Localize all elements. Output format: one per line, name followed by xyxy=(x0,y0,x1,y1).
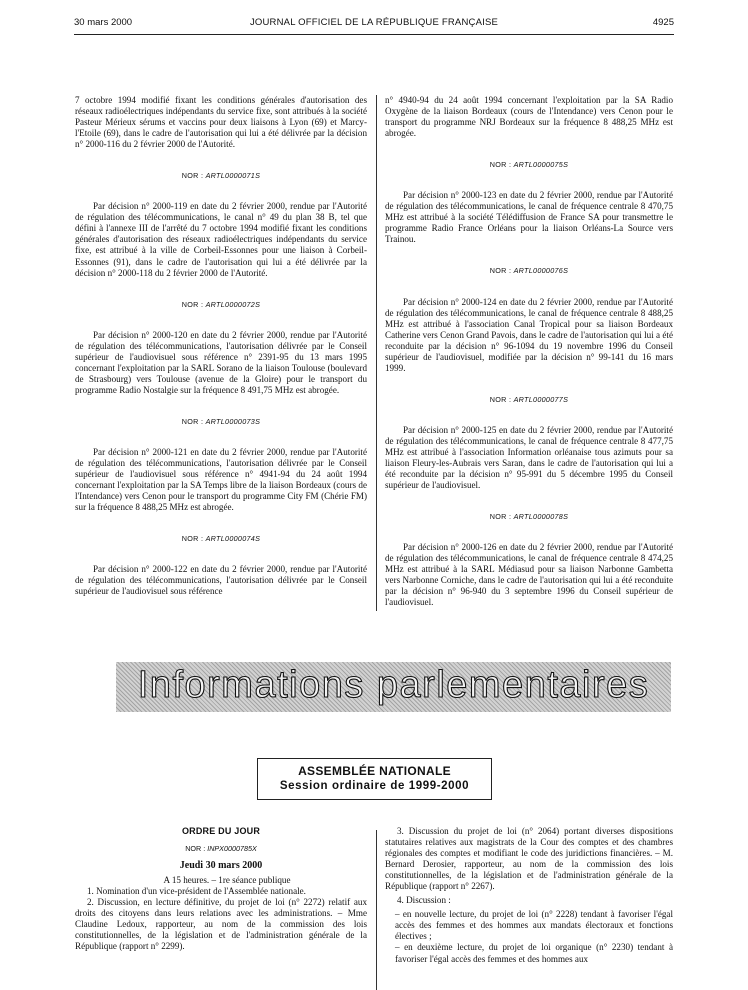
agenda-item: 1. Nomination d'un vice-président de l'Assemblée nationale. xyxy=(87,886,306,897)
page-header xyxy=(74,14,674,30)
nor-reference: NOR : ARTL0000077S xyxy=(489,394,569,404)
header-page-number: 4925 xyxy=(652,17,674,28)
header-journal-title: JOURNAL OFFICIEL DE LA RÉPUBLIQUE FRANÇAISE xyxy=(249,17,499,28)
paragraph: Par décision n° 2000-125 en date du 2 février 2000, rendue par l'Autorité de régulation des télécommunications, le canal de fréquence centrale 8 477,75 MHz est attribué à l'association Information orléanaise tous azimuts pour sa liaison Fleury-les-Aubrais vers Saran, dans le cadre de l'autorisation qui lui a été reconduite par la décision n° 95-991 du 5 décembre 1995 du Conseil supérieur de l'audiovisuel. xyxy=(385,424,673,491)
paragraph: Par décision n° 2000-126 en date du 2 février 2000, rendue par l'Autorité de régulation des télécommunications, le canal de fréquence centrale 8 474,25 MHz est attribué à la SARL Médiasud pour sa liaison Narbonne Gambetta vers Narbonne Corniche, dans le cadre de l'autorisation qui lui a été reconduite par la décision n° 96-940 du 3 septembre 1996 du Conseil supérieur de l'audiovisuel. xyxy=(385,542,673,608)
column-divider xyxy=(376,830,377,990)
nor-reference: NOR : ARTL0000072S xyxy=(181,299,261,309)
paragraph: Par décision n° 2000-119 en date du 2 février 2000, rendue par l'Autorité de régulation des télécommunications, le canal n° 49 du plan 38 B, tel que défini à l'annexe III de l'arrêté du 7 octobre 1994 modifié fixant les conditions générales d'autorisation des réseaux radioélectriques indépendants du service fixe, est attribué à la ville de Corbeil-Essonnes pour une liaison à Corbeil-Essonnes (91), dans le cadre de l'autorisation qui lui a été délivrée par la décision n° 2000-118 du 2 février 2000 de l'Autorité. xyxy=(75,201,367,278)
ordre-du-jour-left-column xyxy=(75,826,367,952)
agenda-subitem: – en deuxième lecture, du projet de loi organique (n° 2230) tendant à favoriser l'égal accès des femmes et des hommes aux xyxy=(395,942,673,964)
header-date: 30 mars 2000 xyxy=(74,17,133,28)
left-column xyxy=(75,95,367,597)
column-divider xyxy=(376,95,377,611)
ordre-du-jour-title: ORDRE DU JOUR xyxy=(181,826,261,836)
paragraph: 7 octobre 1994 modifié fixant les conditions générales d'autorisation des réseaux radioélectriques indépendants du service fixe, sont attribués à la société Pasteur Mérieux sérums et vaccins pour deux liaisons à Lyon (69) et Marcy-l'Etoile (69), dans le cadre de l'autorisation qui lui a été délivrée par la décision n° 2000-116 du 2 février 2000 de l'Autorité. xyxy=(75,95,367,150)
nor-reference: NOR : ARTL0000075S xyxy=(489,160,569,170)
paragraph: Par décision n° 2000-121 en date du 2 février 2000, rendue par l'Autorité de régulation des télécommunications, l'autorisation délivrée par le Conseil supérieur de l'audiovisuel sous référence n° 4941-94 du 24 août 1994 concernant l'exploitation par la SA Temps libre de la liaison Bordeaux (cours de l'Intendance) vers Cenon pour le transport du programme City FM (Chérie FM) sur la fréquence 8 488,25 MHz est abrogée. xyxy=(75,446,367,513)
right-column xyxy=(385,95,673,609)
banner-title: Informations parlementaires xyxy=(137,664,650,706)
nor-reference: NOR : ARTL0000076S xyxy=(489,266,569,276)
assemblee-title: ASSEMBLÉE NATIONALE xyxy=(298,764,451,778)
paragraph: Par décision n° 2000-122 en date du 2 février 2000, rendue par l'Autorité de régulation des télécommunications, l'autorisation délivrée par le Conseil supérieur de l'audiovisuel sous référence xyxy=(75,564,367,597)
nor-reference: NOR : ARTL0000073S xyxy=(181,416,261,426)
agenda-item: 2. Discussion, en lecture définitive, du projet de loi (n° 2272) relatif aux droits des citoyens dans leurs relations avec les administrations. – Mme Claudine Ledoux, rapporteur, au nom de la commission des lois constitutionnelles, de la législation et de l'administration générale de la République (rapport n° 2299). xyxy=(75,897,367,952)
session-title: Session ordinaire de 1999-2000 xyxy=(279,780,470,792)
agenda-item: 3. Discussion du projet de loi (n° 2064) portant diverses dispositions statutaires relatives aux magistrats de la Cour des comptes et des chambres régionales des comptes et modifiant le code des juridictions financières. – M. Bernard Derosier, rapporteur, au nom de la commission des lois constitutionnelles, de la législation et de l'administration générale de la République (rapport n° 2267). xyxy=(385,826,673,892)
nor-reference: NOR : ARTL0000074S xyxy=(181,534,261,544)
paragraph: Par décision n° 2000-124 en date du 2 février 2000, rendue par l'Autorité de régulation des télécommunications, le canal de fréquence centrale 8 488,25 MHz est attribué à l'association Canal Tropical pour sa liaison Bordeaux Catherine vers Cenon Grand Pavois, dans le cadre de l'autorisation qui lui a été reconduite par la décision n° 96-1094 du 19 novembre 1996 du Conseil supérieur de l'audiovisuel, modifiée par la décision n° 99-141 du 16 mars 1999. xyxy=(385,296,673,373)
agenda-item: 4. Discussion : xyxy=(397,895,451,906)
paragraph: Par décision n° 2000-120 en date du 2 février 2000, rendue par l'Autorité de régulation des télécommunications, l'autorisation délivrée par le Conseil supérieur de l'audiovisuel sous référence n° 2391-95 du 13 mars 1995 concernant l'exploitation par la SARL Sorano de la liaison Toulouse (boulevard de Strasbourg) vers Toulouse (avenue de la Gloire) pour le transport du programme Radio Nostalgie sur la fréquence 8 491,75 MHz est abrogée. xyxy=(75,329,367,395)
paragraph: Par décision n° 2000-123 en date du 2 février 2000, rendue par l'Autorité de régulation des télécommunications, le canal de fréquence centrale 8 470,75 MHz est attribué à la société Télédiffusion de France SA pour transmettre le programme Radio France Orléans pour la liaison Orléans-La Source vers Trainou. xyxy=(385,190,673,245)
seance-time: A 15 heures. – 1re séance publique xyxy=(163,875,291,886)
seance-date: Jeudi 30 mars 2000 xyxy=(179,860,263,872)
header-rule xyxy=(74,34,674,35)
ordre-du-jour-right-column xyxy=(385,826,673,965)
section-banner xyxy=(116,662,671,712)
agenda-subitem: – en nouvelle lecture, du projet de loi (n° 2228) tendant à favoriser l'égal accès des femmes et des hommes aux mandats électoraux et fonctions électives ; xyxy=(395,909,673,942)
nor-reference: NOR : ARTL0000078S xyxy=(489,512,569,522)
nor-reference: NOR : ARTL0000071S xyxy=(181,171,261,181)
nor-reference: NOR : INPX0000785X xyxy=(185,844,257,854)
paragraph: n° 4940-94 du 24 août 1994 concernant l'exploitation par la SA Radio Oxygène de la liaison Bordeaux (cours de l'Intendance) vers Cenon pour le transport du programme NRJ Bordeaux sur la fréquence 8 488,25 MHz est abrogée. xyxy=(385,95,673,139)
assemblee-nationale-box xyxy=(257,758,492,800)
